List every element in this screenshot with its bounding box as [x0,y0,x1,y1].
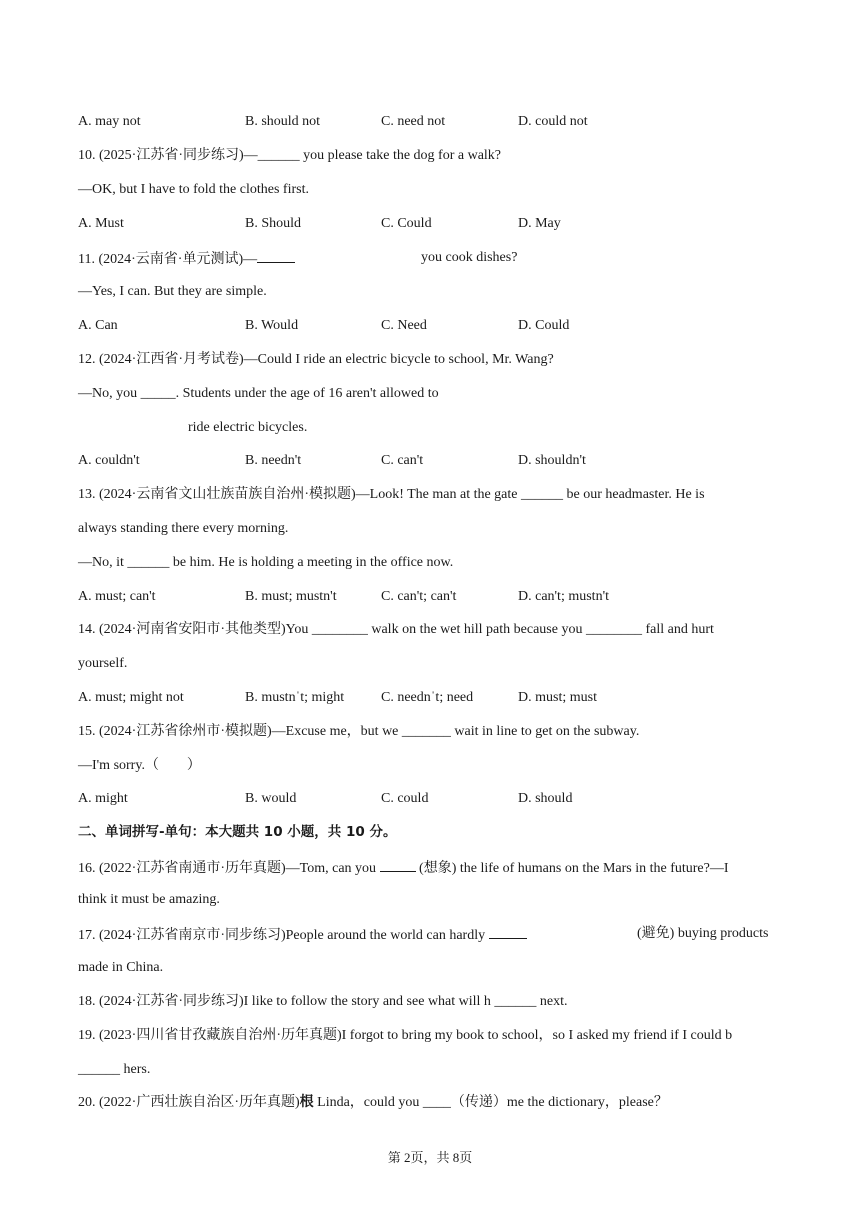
q16-blank [380,857,416,872]
q12-stem: 12. (2024·江西省·月考试卷)—Could I ride an electric bicycle to school, Mr. Wang? [78,352,554,367]
q10-option-b: B. Should [245,216,302,231]
q20-stem-lead: 20. (2022·广西壮族自治区·历年真题) [78,1095,300,1110]
q10-option-a: A. Must [78,216,124,231]
q12-reply: —No, you _____. Students under the age of 16 aren't allowed to [78,386,439,401]
q11-stem-lead: 11. (2024·云南省·单元测试)— [78,252,258,267]
q20-stem [78,1093,668,1113]
q16-stem [78,857,729,877]
q12-option-d: D. shouldn't [518,453,586,468]
q9-option-d: D. could not [518,114,588,129]
q11-option-d: D. Could [518,318,570,333]
q11-option-c: C. Need [381,318,427,333]
q17-blank [489,924,527,939]
q16-stem-lead: 16. (2022·江苏省南通市·历年真题)—Tom, can you [78,861,380,876]
q13-reply: —No, it ______ be him. He is holding a meeting in the office now. [78,555,454,570]
section-heading: 二、单词拼写-单句：本大题共 10 小题，共 10 分。 [78,824,397,840]
q19-stem-continued: ______ hers. [78,1062,151,1077]
q15-stem: 15. (2024·江苏省徐州市·模拟题)—Excuse me，but we _______ wait in line to get on the subway. [78,724,640,739]
q17-stem-continued: made in China. [78,960,164,975]
q13-option-c: C. can't; can't [381,589,457,604]
q12-option-c: C. can't [381,453,424,468]
q13-option-d: D. can't; mustn't [518,589,609,604]
q12-option-a: A. couldn't [78,453,140,468]
q20-stem-bold: 根 [299,1095,314,1110]
q12-option-b: B. needn't [245,453,302,468]
q11-option-b: B. Would [245,318,299,333]
q17-stem [78,924,527,944]
q20-stem-tail: Linda，could you ____（传递）me the dictionary，please？ [313,1095,668,1110]
q11-stem-tail: you cook dishes? [421,250,518,265]
q17-stem-tail: (避免) buying products [637,926,769,941]
q9-option-b: B. should not [245,114,321,129]
q13-stem-continued: always standing there every morning. [78,521,289,536]
q14-stem: 14. (2024·河南省安阳市·其他类型)You ________ walk on the wet hill path because you ________ fall and hurt [78,622,714,637]
q19-stem: 19. (2023·四川省甘孜藏族自治州·历年真题)I forgot to bring my book to school，so I asked my friend if I could b [78,1028,733,1043]
q15-option-c: C. could [381,791,429,806]
q11-reply: —Yes, I can. But they are simple. [78,284,267,299]
q13-option-a: A. must; can't [78,589,156,604]
q14-stem-continued: yourself. [78,656,128,671]
q15-reply: —I'm sorry.（ ） [78,758,201,773]
q17-stem-lead: 17. (2024·江苏省南京市·同步练习)People around the world can hardly [78,928,489,943]
q10-stem: 10. (2025·江苏省·同步练习)—______ you please take the dog for a walk? [78,148,502,163]
q13-stem: 13. (2024·云南省文山壮族苗族自治州·模拟题)—Look! The man at the gate ______ be our headmaster. He is [78,487,705,502]
q15-option-b: B. would [245,791,297,806]
q12-reply-continued: ride electric bicycles. [188,420,308,435]
q14-option-a: A. must; might not [78,690,184,705]
q11-blank [257,248,295,263]
q11-stem [78,248,295,268]
q15-option-d: D. should [518,791,573,806]
q10-option-c: C. Could [381,216,432,231]
q18-stem: 18. (2024·江苏省·同步练习)I like to follow the story and see what will h ______ next. [78,994,568,1009]
q10-option-d: D. May [518,216,561,231]
q16-stem-tail: (想象) the life of humans on the Mars in the future?—I [415,861,729,876]
q14-option-b: B. mustnˈt; might [245,690,345,705]
q13-option-b: B. must; mustn't [245,589,337,604]
q11-option-a: A. Can [78,318,118,333]
q14-option-d: D. must; must [518,690,597,705]
q15-option-a: A. might [78,791,128,806]
page-number: 第 2页，共 8页 [387,1150,473,1165]
q16-stem-continued: think it must be amazing. [78,892,220,907]
q9-option-a: A. may not [78,114,141,129]
q9-option-c: C. need not [381,114,446,129]
q10-reply: —OK, but I have to fold the clothes first. [78,182,309,197]
q14-option-c: C. neednˈt; need [381,690,474,705]
